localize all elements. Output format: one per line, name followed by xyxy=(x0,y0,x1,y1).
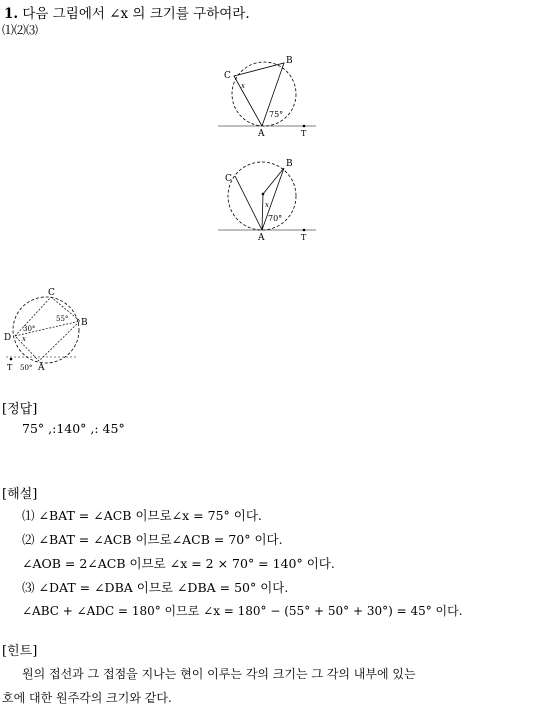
figure-1 xyxy=(210,50,325,140)
fig2-label-b: B xyxy=(286,159,293,169)
fig3-label-c: C xyxy=(48,288,55,298)
fig3-label-50: 50° xyxy=(20,364,33,372)
figure-3 xyxy=(2,282,102,374)
answer-heading: [정답] xyxy=(2,402,38,417)
answer-text: 75° ,:140° ,: 45° xyxy=(22,421,125,436)
fig3-label-d: D xyxy=(4,333,12,343)
fig3-point-t xyxy=(10,358,13,361)
fig1-point-t xyxy=(303,125,306,128)
solution-line-2: ⑵ ∠BAT = ∠ACB 이므로∠ACB = 70° 이다. xyxy=(22,532,283,547)
fig2-center xyxy=(262,193,265,196)
fig1-label-angle: 75° xyxy=(269,110,284,119)
solution-line-5: ∠ABC + ∠ADC = 180° 이므로 ∠x = 180° − (55° + 50° + 30°) = 45° 이다. xyxy=(22,604,463,618)
solution-line-4: ⑶ ∠DAT = ∠DBA 이므로 ∠DBA = 50° 이다. xyxy=(22,580,289,595)
problem-title xyxy=(4,2,250,22)
fig1-label-a: A xyxy=(258,129,265,139)
solution-line-1: ⑴ ∠BAT = ∠ACB 이므로∠x = 75° 이다. xyxy=(22,508,262,523)
fig2-label-x: x xyxy=(265,201,269,209)
fig3-label-a: A xyxy=(38,363,45,373)
figure-2 xyxy=(210,150,325,245)
fig1-label-b: B xyxy=(286,56,293,66)
fig2-chord-ac xyxy=(235,176,262,230)
fig3-label-55: 55° xyxy=(56,315,69,323)
fig2-label-t: T xyxy=(301,233,307,242)
fig1-label-t: T xyxy=(301,129,307,138)
problem-parts: ⑴⑵⑶ xyxy=(2,23,39,37)
problem-text: 다음 그림에서 ∠x 의 크기를 구하여라. xyxy=(22,6,250,22)
fig3-label-30: 30° xyxy=(23,325,36,333)
fig2-radius-oa xyxy=(262,194,263,230)
fig3-label-b: B xyxy=(81,318,88,328)
solution-heading: [해설] xyxy=(2,487,38,502)
hint-line-2: 호에 대한 원주각의 크기와 같다. xyxy=(2,691,172,705)
solution-line-3: ∠AOB = 2∠ACB 이므로 ∠x = 2 × 70° = 140° 이다. xyxy=(22,556,335,571)
problem-number: 1. xyxy=(4,6,19,22)
fig2-label-a: A xyxy=(258,233,265,243)
fig2-point-t xyxy=(303,229,306,232)
hint-heading: [힌트] xyxy=(2,644,38,659)
fig1-label-x: x xyxy=(241,82,245,90)
fig2-radius-ob xyxy=(263,168,284,194)
fig2-label-angle: 70° xyxy=(268,214,283,223)
fig1-circle xyxy=(232,62,296,126)
fig2-label-c: C xyxy=(225,174,232,184)
fig1-label-c: C xyxy=(224,71,231,81)
fig3-label-t: T xyxy=(7,363,13,372)
fig3-label-x: x xyxy=(22,335,26,343)
hint-line-1: 원의 접선과 그 접점을 지나는 현이 이루는 각의 크기는 그 각의 내부에 있는 xyxy=(22,667,416,681)
